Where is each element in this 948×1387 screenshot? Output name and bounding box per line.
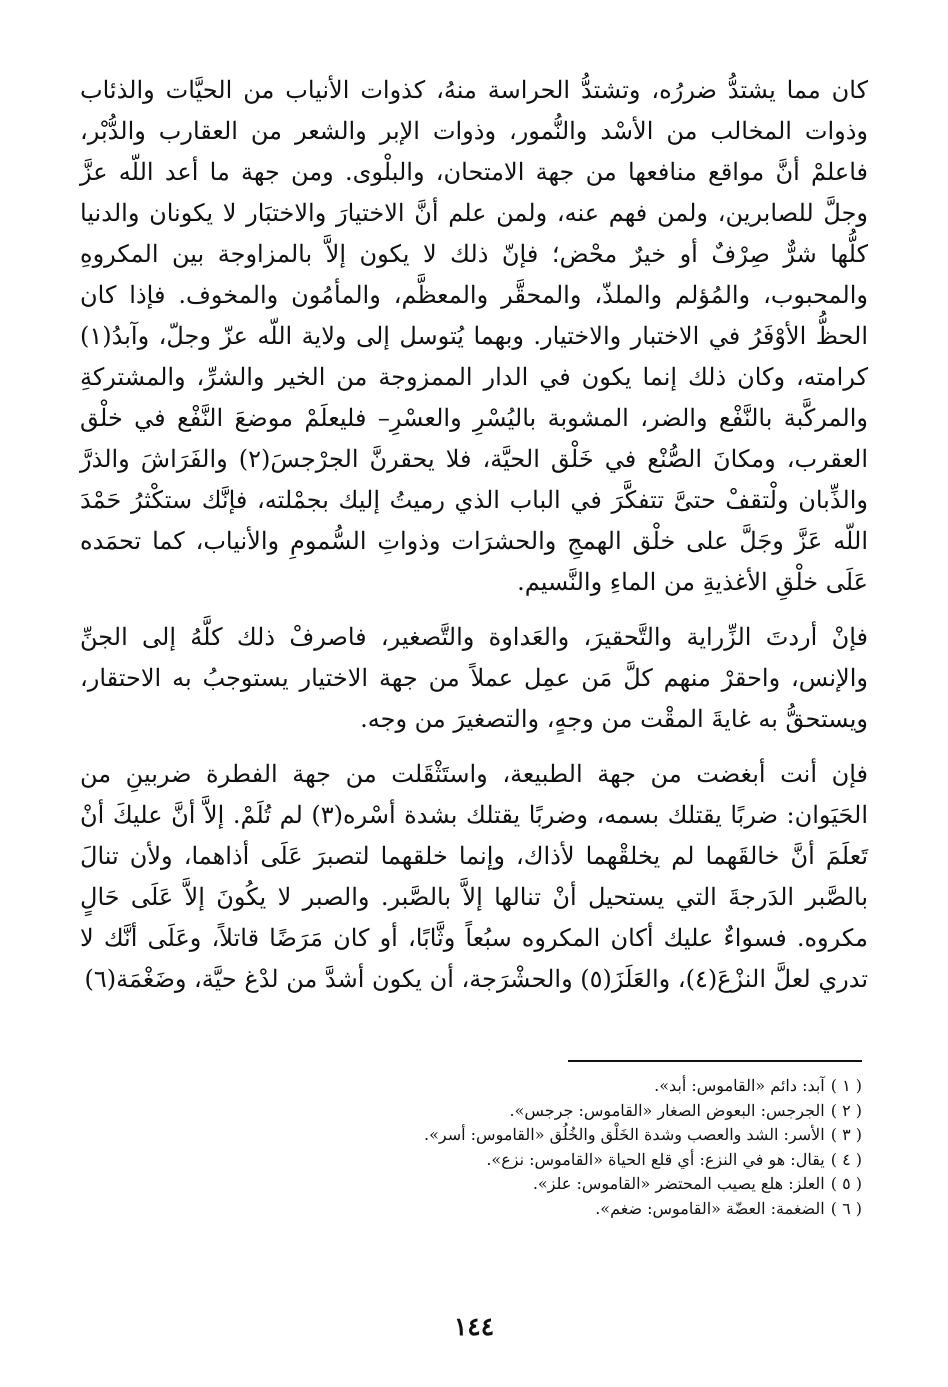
footnote-number: ( ١ ) bbox=[830, 1076, 862, 1095]
main-text bbox=[80, 70, 868, 1000]
footnote-number: ( ٤ ) bbox=[830, 1149, 862, 1169]
footnote-number: ( ٥ ) bbox=[830, 1174, 862, 1194]
footnote-5 bbox=[102, 1172, 862, 1197]
footnote-6 bbox=[102, 1197, 862, 1222]
footnote-divider bbox=[568, 1060, 862, 1062]
footnote-1 bbox=[102, 1074, 862, 1099]
footnote-text: الضغمة: العضّة «القاموس: ضغم». bbox=[595, 1198, 825, 1218]
footnote-text: يقال: هو في النزع: أي قلع الحياة «القاموس: نزع». bbox=[486, 1149, 825, 1169]
footnote-2 bbox=[102, 1099, 862, 1124]
footnote-4 bbox=[102, 1148, 862, 1173]
paragraph-1: كان مما يشتدُّ ضررُه، وتشتدُّ الحراسة منهُ، كذوات الأنياب من الحيَّات والذئاب وذوات المخالب من الأسْد والنُّمور، وذوات الإبر والشعر من العقارب والدُّبْر، فاعلمْ أنَّ مواقع منافعها من جهة الامتحان، والبلْوى. ومن جهة ما أعد اللّه عزَّ وجلَّ للصابرين، ولمن فهم عنه، ولمن علم أنَّ الاختيارَ والاختبَار لا يكونان والدنيا كلُّها شرٌّ صِرْفٌ أو خيرٌ محْض؛ فإنّ ذلك لا يكون إلاَّ بالمزاوجة بين المكروهِ والمحبوب، والمُؤلم والملذّ، والمحقَّر والمعظَّم، والمأمُون والمخوف. فإذا كان الحظُّ الأوْفَرُ في الاختبار والاختيار. وبهما يُتوسل إلى ولاية اللّه عزّ وجلّ، وآبدُ(١) كرامته، وكان ذلك إنما يكون في الدار الممزوجة من الخير والشرِّ، والمشتركةِ والمركَّبة بالنَّفْع والضر، المشوبة باليُسْرِ والعسْرِ– فليعلَمْ موضعَ النَّفْع في خلْق العقرب، ومكانَ الصُّنْع في خَلْق الحيَّة، فلا يحقرنَّ الجرْجسَ(٢) والفَرَاشَ والذرَّ والذِّبان ولْتقفْ حتىَّ تتفكَّرَ في الباب الذي رميتُ إليك بجمْلته، فإنَّك ستكْثرُ حَمْدَ اللّه عَزَّ وجَلَّ على خلْق الهمجِ والحشرَات وذواتِ السُّمومِ والأنياب، كما تحمَده عَلَى خلْقِ الأغذيةِ من الماءِ والنَّسيم. bbox=[80, 76, 869, 596]
page-number: ١٤٤ bbox=[453, 1312, 495, 1341]
footnote-text: آبد: دائم «القاموس: أبد». bbox=[654, 1076, 825, 1095]
paragraph-2: فإنْ أردتَ الزِّراية والتَّحقيرَ، والعَداوة والتَّصغير، فاصرفْ ذلك كلَّهُ إلى الجنِّ والإنس، واحقرْ منهم كلَّ مَن عمِل عملاً من جهة الاختيار يستوجبُ به الاحتقار، ويستحقُّ به غايةَ المقْت من وجهٍ، والتصغيرَ من وجه. bbox=[80, 623, 868, 733]
footnote-text: الجرجس: البعوض الصغار «القاموس: جرجس». bbox=[509, 1100, 825, 1120]
footnotes-list bbox=[102, 1074, 862, 1222]
footnote-number: ( ٣ ) bbox=[830, 1125, 862, 1145]
footnote-number: ( ٢ ) bbox=[830, 1100, 862, 1120]
footnote-text: الأسر: الشد والعصب وشدة الخَلْق والخُلُق «القاموس: أسر». bbox=[424, 1125, 825, 1145]
footnote-number: ( ٦ ) bbox=[830, 1198, 862, 1218]
footnote-3 bbox=[102, 1123, 862, 1148]
paragraph-3: فإن أنت أبغضت من جهة الطبيعة، واستَثْقَلت من جهة الفطرة ضربينِ من الحَيَوان: ضربًا يقتلك بسمه، وضربًا يقتلك بشدة أسْره(٣) لم تُلَمْ. إلاَّ أنَّ عليكَ أنْ تَعلَمَ أنَّ خالقَهما لم يخلقْهما لأذاك، وإنما خلقهما لتصبرَ عَلَى أذاهما، ولأن تنالَ بالصَّبر الدَرجةَ التي يستحيل أنْ تنالها إلاَّ بالصَّبر. والصبر لا يكُونَ إلاَّ عَلَى حَالٍ مكروه. فسواءٌ عليك أكان المكروه سبُعاً وثَّابًا، أو كان مَرَضًا قاتلاً، وعَلَى أنَّك لا تدري لعلَّ النزْعَ(٤)، والعَلَزَ(٥) والحشْرَجة، أن يكون أشدَّ من لدْغ حيَّة، وضَغْمَة(٦) bbox=[80, 760, 869, 993]
footnote-text: العلز: هلع يصيب المحتضر «القاموس: علز». bbox=[532, 1174, 825, 1194]
